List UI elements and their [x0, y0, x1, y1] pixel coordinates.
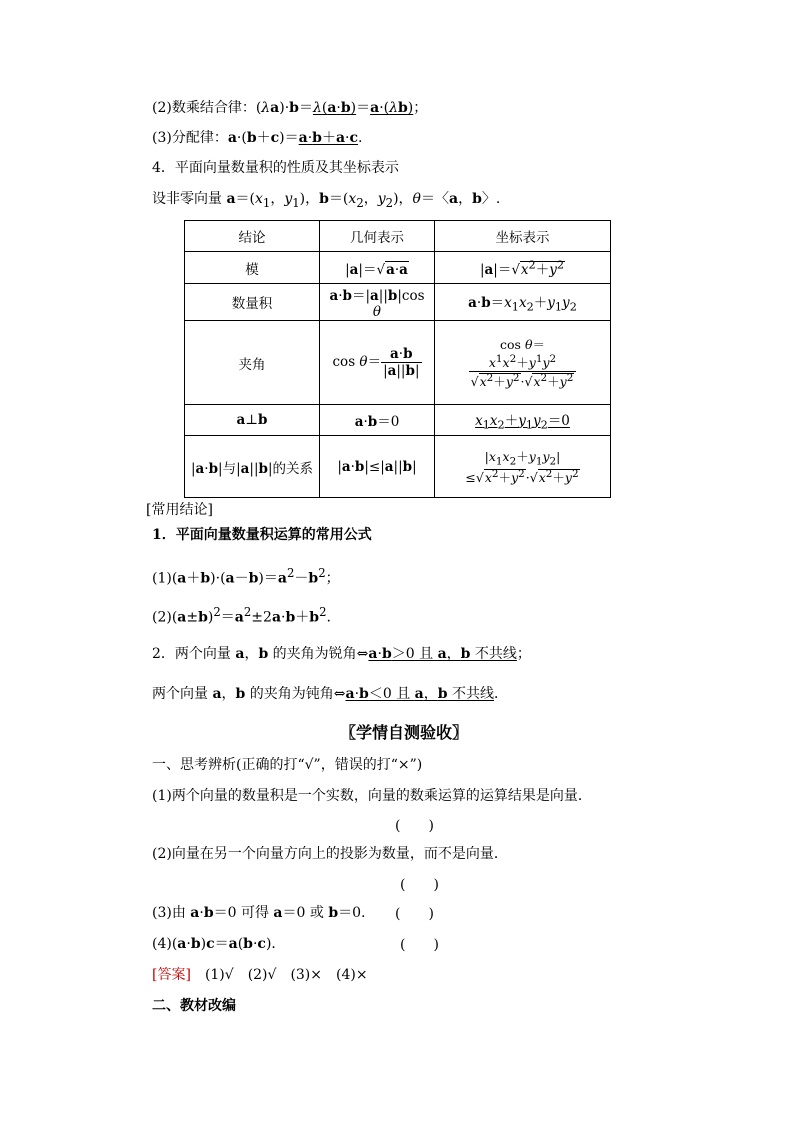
answer-text: (1)√ (2)√ (3)× (4)×: [204, 967, 368, 983]
table-cell: |a·b|与|a||b|的关系: [185, 436, 320, 498]
table-cell: cos θ＝ $\frac{a\cdot b}{|a||b|}$: [320, 321, 435, 405]
answer-paren-4[interactable]: ( ): [400, 937, 439, 953]
table-cell: |a·b|≤|a||b|: [320, 436, 435, 498]
common-formula-1: $(1)(a+b)\cdot(a-b)=a^2-b^2$；: [152, 566, 340, 587]
answer-paren-3[interactable]: ( ): [395, 906, 434, 922]
table-row: [185, 405, 611, 436]
table-cell: 模: [185, 252, 320, 284]
law-associative: (2)数乘结合律：(λa)·b＝λ(a·b)＝a·(λb)；: [152, 100, 428, 116]
answer-tag: [答案]: [152, 967, 191, 983]
answer-line: [152, 965, 368, 985]
law-distributive: (3)分配律：a·(b＋c)＝a·b＋a·c.: [152, 130, 363, 146]
self-test-header: 〖学情自测验收〗: [340, 723, 469, 742]
table-header: 几何表示: [320, 221, 435, 252]
table-cell: $x_1x_2+y_1y_2=0$: [435, 405, 611, 436]
common-item-2: 2．两个向量 a，b 的夹角为锐角⇔a·b＞0 且 a，b 不共线；: [152, 646, 531, 662]
table-cell: $|a|=√x^2+y^2$: [435, 252, 611, 284]
properties-table: [184, 220, 611, 498]
table-cell: 数量积: [185, 284, 320, 321]
table-row: [185, 284, 611, 321]
table-row: [185, 321, 611, 405]
common-conclusion-tag: [常用结论]: [146, 502, 213, 518]
table-cell: |a|＝√a·a: [320, 252, 435, 284]
answer-paren-2[interactable]: ( ): [400, 877, 439, 893]
table-cell: $a\cdot b=x_1x_2+y_1y_2$: [435, 284, 611, 321]
table-row: [185, 436, 611, 498]
table-cell: $|x_1x_2+y_1y_2|$ $\le√x^2+y^2\cdot√x^2+y^2$: [435, 436, 611, 498]
table-cell: a⊥b: [185, 405, 320, 436]
table-cell: cos θ＝ $\frac{x^1x^2+y^1y^2}{√x^2+y^2\cdot√x^2+y^2}$: [435, 321, 611, 405]
question-4: (4)(a·b)c＝a(b·c)．: [152, 936, 286, 952]
answer-paren-1[interactable]: ( ): [395, 818, 434, 834]
part-2-title: 二、教材改编: [152, 998, 236, 1014]
part-1-title: 一、思考辨析(正确的打“√”，错误的打“×”): [152, 757, 423, 773]
common-formula-2: $(2)(a\pm b)^2=a^2\pm 2a\cdot b+b^2$.: [152, 605, 331, 626]
table-cell: 夹角: [185, 321, 320, 405]
section-title-4: 4．平面向量数量积的性质及其坐标表示: [152, 160, 399, 176]
question-3: (3)由 a·b＝0 可得 a＝0 或 b＝0.: [152, 905, 366, 921]
table-row: [185, 252, 611, 284]
table-cell: a·b＝|a||b|cos θ: [320, 284, 435, 321]
common-item-3: 两个向量 a，b 的夹角为钝角⇔a·b＜0 且 a，b 不共线．: [152, 686, 508, 702]
common-item-1-title: 1．平面向量数量积运算的常用公式: [152, 527, 372, 543]
table-header-row: [185, 221, 611, 252]
question-2: (2)向量在另一个向量方向上的投影为数量，而不是向量．: [152, 846, 508, 862]
question-1: (1)两个向量的数量积是一个实数，向量的数乘运算的运算结果是向量．: [152, 788, 592, 804]
table-header: 结论: [185, 221, 320, 252]
vector-definition: 设非零向量 $a=(x_1$，$y_1$)，$b=(x_2$，$y_2$)，θ＝〈a，b〉.: [152, 191, 501, 210]
table-cell: a·b＝0: [320, 405, 435, 436]
table-header: 坐标表示: [435, 221, 611, 252]
